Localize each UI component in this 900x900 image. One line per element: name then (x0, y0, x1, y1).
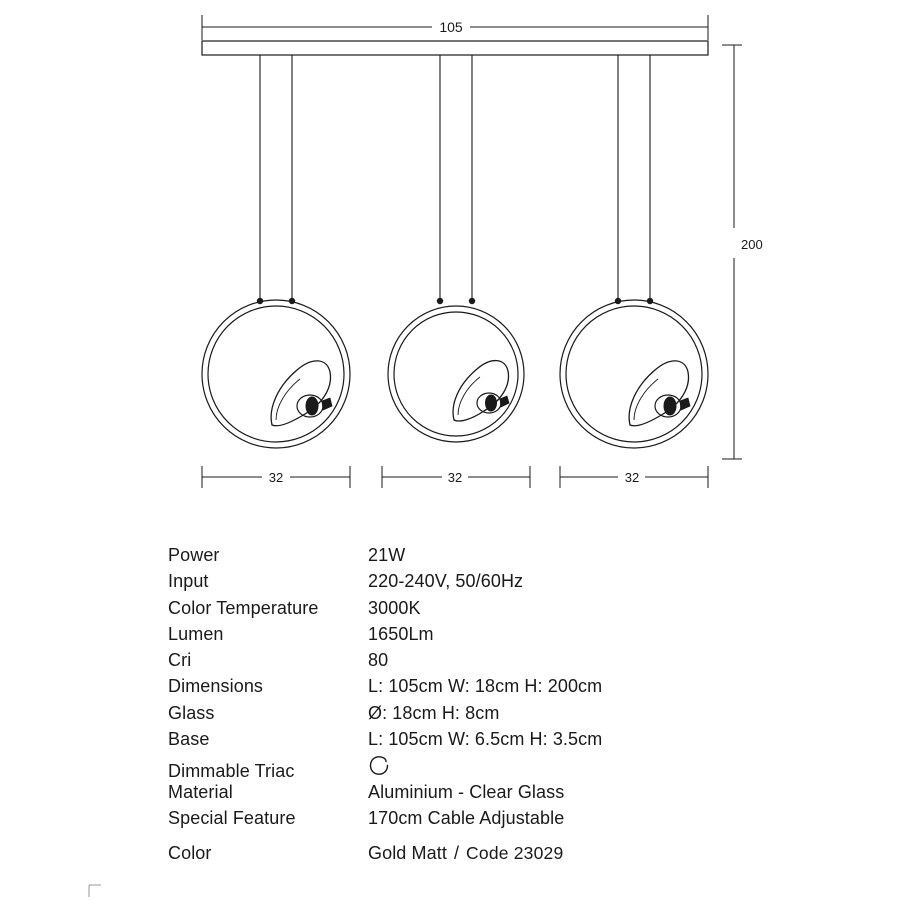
spec-value-dimmable-triac (368, 755, 868, 777)
ceiling-base-bar (202, 41, 708, 55)
overall-height-dimension (722, 45, 742, 459)
overall-height-label: 200 (741, 237, 763, 252)
spec-row (168, 729, 868, 755)
spec-row (168, 808, 868, 834)
spec-value-material: Aluminium - Clear Glass (368, 781, 565, 802)
spec-label-special-feature: Special Feature (168, 807, 296, 828)
spec-value-lumen: 1650Lm (368, 623, 434, 644)
spec-label-color-temperature: Color Temperature (168, 597, 319, 618)
spec-value-special-feature: 170cm Cable Adjustable (368, 807, 565, 828)
spec-value-base: L: 105cm W: 6.5cm H: 3.5cm (368, 729, 603, 750)
lamp-unit-1 (202, 298, 350, 448)
shade-width-label-1: 32 (268, 470, 284, 485)
spec-label-color: Color (168, 843, 212, 864)
shade-width-label-2: 32 (447, 470, 463, 485)
spec-label-glass: Glass (168, 702, 215, 723)
spec-label-cri: Cri (168, 650, 192, 671)
spec-row (168, 755, 868, 781)
spec-label-input: Input (168, 571, 209, 592)
spec-label-dimmable-triac: Dimmable Triac (168, 761, 295, 782)
spec-row (168, 545, 868, 571)
shade-width-label-3: 32 (624, 470, 640, 485)
overall-width-label: 105 (439, 19, 463, 35)
color-name: Gold Matt (368, 843, 447, 864)
spec-value-dimensions: L: 105cm W: 18cm H: 200cm (368, 676, 603, 697)
spec-value-color-temperature: 3000K (368, 597, 421, 618)
spec-row (168, 676, 868, 702)
spec-value-input: 220-240V, 50/60Hz (368, 571, 524, 592)
color-row (168, 843, 868, 864)
product-code: Code 23029 (466, 843, 564, 864)
spec-row (168, 782, 868, 808)
dimmer-circle-icon (368, 755, 390, 777)
spec-value-cri: 80 (368, 650, 389, 671)
lamp-unit-2 (388, 298, 524, 442)
spec-value-power: 21W (368, 545, 406, 565)
spec-value-color (368, 843, 868, 864)
spec-value-glass: Ø: 18cm H: 8cm (368, 702, 500, 723)
spec-row (168, 571, 868, 597)
spec-label-power: Power (168, 545, 220, 565)
spec-row (168, 624, 868, 650)
corner-crop-mark (88, 884, 102, 898)
spec-label-base: Base (168, 729, 210, 750)
spec-row (168, 703, 868, 729)
spec-label-dimensions: Dimensions (168, 676, 264, 697)
spec-row (168, 650, 868, 676)
specifications-table (168, 545, 868, 864)
lamp-unit-3 (560, 298, 708, 448)
color-separator: / (453, 843, 460, 864)
spec-label-lumen: Lumen (168, 623, 224, 644)
suspension-cables (260, 55, 650, 300)
spec-row (168, 598, 868, 624)
spec-label-material: Material (168, 781, 233, 802)
